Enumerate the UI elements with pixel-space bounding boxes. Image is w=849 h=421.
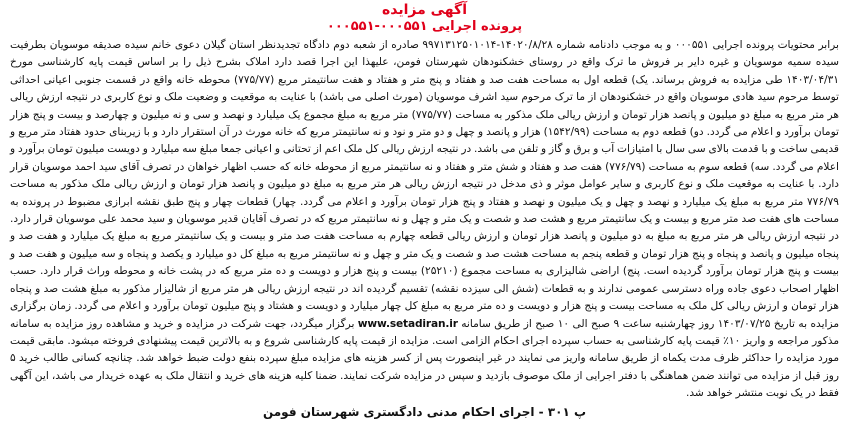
- notice-paragraph-terms: برگزار میگردد، جهت شرکت در مزایده و خرید و مشاهده روز مزایده به سامانه مذکور مراجعه و واریز ۱۰٪ قیمت پایه کارشناسی به حساب سپرده اجرای احکام الزامی است. مزایده از قیمت پایه کارشناسی شروع و به بالاترین قیمت پیشنهادی فروخته میشود. مابقی قیمت مورد مزایده را حداکثر ظرف مدت یکماه از طریق سامانه واریز می نمایند در غیر اینصورت پس از کسر هزینه های مزایده مبلغ سپرده بنفع دولت ضبط خواهد شد. چنانچه کسانی طالب خرید ۵ روز قبل از مزایده می توانند ضمن هماهنگی با دفتر اجرایی از ملک موصوف بازدید و سپس در مزایده شرکت نمایند. ضمنا کلیه هزینه های خرید و انتقال ملک به عهده خریدار می باشد، این آگهی فقط در یک نوبت منتشر خواهد شد.: [10, 317, 839, 400]
- notice-paragraph-main: برابر محتویات پرونده اجرایی ۰۰۰۵۵۱ و به موجب دادنامه شماره ۱۴۰۲۰/۸/۲۸-۹۹۷۱۳۱۲۵۰۱۰۱۴ صادره از شعبه دوم دادگاه تجدیدنظر استان گیلان دعوی خانم سیده صدیقه موسویان بطرفیت سیده سمیه موسویان و غیره دایر بر فروش ما ترک واقع در روستای خشکنودهان شهرستان فومن، علیهذا این اجرا قصد دارد املاک بشرح ذیل را بر اساس قیمت پایه کارشناسی مورخ ۱۴۰۳/۰۴/۳۱ طی مزایده به فروش برساند. یک) قطعه اول به مساحت هفت صد و هفتاد و پنج متر و هفتاد و هفت سانتیمتر مربع (۷۷۵/۷۷) محوطه خانه واقع در قسمت جنوبی اعیانی احداثی توسط مرحوم سید هادی موسویان واقع در خشکنودهان از ما ترک مرحوم سید اشرف موسویان (مورث اصلی می باشد) با عنایت به موقعیت و وضعیت ملک و نوع کاربری در نتیجه ارزش ریالی هر متر مربع به مبلغ دو میلیون و پانصد هزار تومان و ارزش ریالی ملک مذکور به مساحت (۷۷۵/۷۷) متر مربع به مبلغ مجموع یک میلیارد و نهصد و سی و نه میلیون و چهارصد و بیست و پنج هزار تومان برآورد و اعلام می گردد. دو) قطعه دوم به مساحت (۱۵۴۲/۹۹) هزار و پانصد و چهل و دو متر و نود و نه سانتیمتر مربع که خانه مورث در آن استقرار دارد و با زیربنای حدود هفتاد متر مربع و قدیمی ساخت و با قدمت بالای سی سال با امتیازات آب و برق و گاز و تلفن می باشد. در نتیجه ارزش ریالی کل ملک اعم از تحتانی و اعیانی جمعا مبلغ سه میلیارد و دویست میلیون تومان برآورد و اعلام می گردد. سه) قطعه سوم به مساحت (۷۷۶/۷۹) هفت صد و هفتاد و شش متر و هفتاد و نه سانتیمتر مربع از محوطه خانه که حسب اظهار خواهان در تصرف آقای سید احمد موسویان قرار دارد. با عنایت به موقعیت ملک و نوع کاربری و سایر عوامل موثر و ذی مدخل در نتیجه ارزش ریالی هر متر مربع به مبلغ دو میلیون و پانصد هزار تومان و ارزش ریالی ملک مذکور به مساحت ۷۷۶/۷۹ متر مربع به مبلغ یک میلیارد و نهصد و چهل و یک میلیون و نهصد و هفتاد و پنج هزار تومان برآورد و اعلام می گردد. چهار) قطعات چهار و پنج طبق نقشه ابرازی مضبوط در پرونده به مساحت های هفت صد متر مربع و بیست و یک سانتیمتر مربع و هشت صد و شصت و یک متر و چهل و نه سانتیمتر مربع که در تصرف آقایان قدیر موسویان و سید محمد علی موسویان قرار دارد. در نتیجه ارزش ریالی هر متر مربع به مبلغ به دو میلیون و پانصد هزار تومان و ارزش ریالی قطعه چهارم به مساحت هفت صد متر و بیست و یک سانتیمتر مربع به مبلغ یک میلیارد و هفت صد و پنجاه میلیون و پانصد و پنجاه و پنج هزار تومان و قطعه پنجم به مساحت هشت صد و شصت و یک متر و چهل و نه سانتیمتر مربع به مبلغ کل دو میلیارد و یکصد و پنجاه و سه میلیون و هفت صد و بیست و پنج هزار تومان برآورد گردیده است. پنج) اراضی شالیزاری به مساحت مجموع (۲۵۲۱۰) بیست و پنج هزار و دویست و ده متر مربع که در پشت خانه و محوطه وراث قرار دارد. حسب اظهار اصحاب دعوی جاده وراه دسترسی عمومی ندارند و به قطعات (شش الی سیزده نقشه) تقسیم گردیده اند در نتیجه ارزش ریالی هر متر مربع از شالیزار مذکور به مبلغ هشت صد و پنجاه هزار تومان و ارزش ریالی کل ملک به مساحت بیست و پنج هزار و دویست و ده متر مربع به مبلغ کل چهار میلیارد و دویست و هشتاد و پنج میلیون تومان برآورد و اعلام می گردد. زمان برگزاری مزایده به تاریخ ۱۴۰۳/۰۷/۲۵ روز چهارشنبه ساعت ۹ صبح الی ۱۰ صبح از طریق سامانه: [10, 39, 839, 330]
- notice-body: [10, 37, 839, 403]
- notice-title: آگهی مزایده: [381, 2, 467, 18]
- notice-footer: پ ۳۰۱ - اجرای احکام مدنی دادگستری شهرستان فومن: [262, 404, 587, 419]
- case-number: پرونده اجرایی ۰۰۰۵۵۱-۰۰۰۵۵۱: [326, 19, 523, 34]
- website-link[interactable]: www.setadiran.ir: [357, 317, 458, 330]
